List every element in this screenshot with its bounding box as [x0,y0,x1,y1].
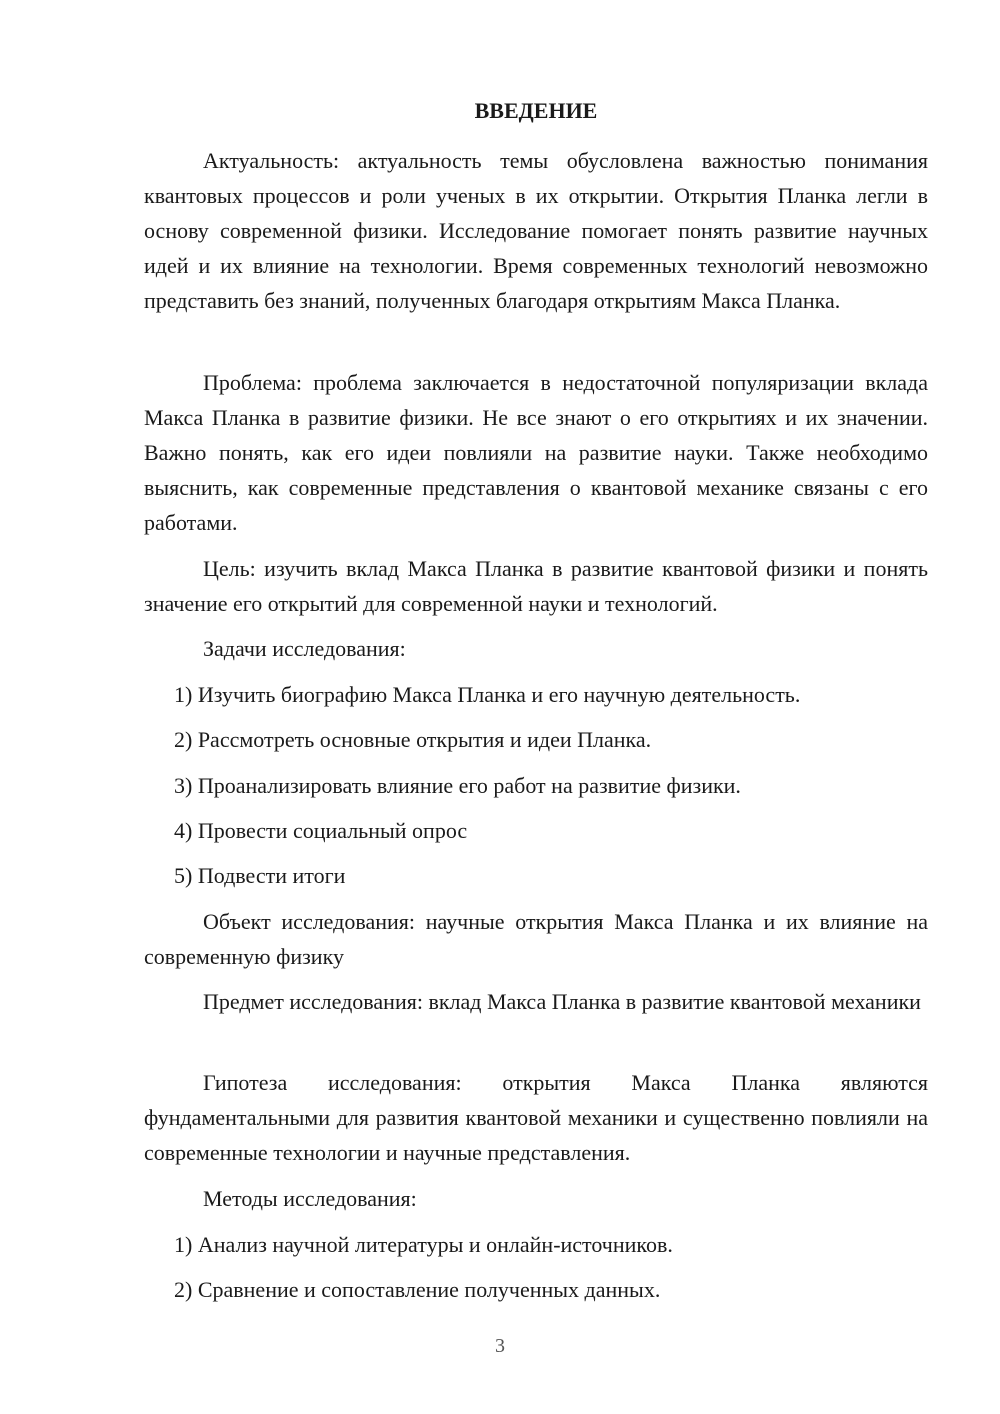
page-number: 3 [495,1335,505,1357]
object-paragraph: Объект исследования: научные открытия Макса Планка и их влияние на современную физику [144,909,928,969]
task-item: 1) Изучить биографию Макса Планка и его научную деятельность. [174,682,801,707]
method-item: 2) Сравнение и сопоставление полученных данных. [174,1277,661,1302]
relevance-paragraph: Актуальность: актуальность темы обусловлена важностью понимания квантовых процессов и роли ученых в их открытии. Открытия Планка легли в основу современной физики. Исследование помогает понять развитие научных идей и их влияние на технологии. Время современных технологий невозможно представить без знаний, полученных благодаря открытиям Макса Планка. [144,148,928,313]
subject-paragraph: Предмет исследования: вклад Макса Планка в развитие квантовой механики [203,989,921,1014]
goal-paragraph: Цель: изучить вклад Макса Планка в развитие квантовой физики и понять значение его открытий для современной науки и технологий. [144,556,928,616]
tasks-heading: Задачи исследования: [203,636,406,661]
methods-heading: Методы исследования: [203,1186,417,1211]
task-item: 3) Проанализировать влияние его работ на развитие физики. [174,773,741,798]
section-title: ВВЕДЕНИЕ [474,98,598,123]
method-item: 1) Анализ научной литературы и онлайн-источников. [174,1232,673,1257]
task-item: 5) Подвести итоги [174,863,346,888]
hypothesis-paragraph: Гипотеза исследования: открытия Макса Планка являются фундаментальными для развития квантовой механики и существенно повлияли на современные технологии и научные представления. [144,1070,928,1165]
problem-paragraph: Проблема: проблема заключается в недостаточной популяризации вклада Макса Планка в развитие физики. Не все знают о его открытиях и их значении. Важно понять, как его идеи повлияли на развитие науки. Также необходимо выяснить, как современные представления о квантовой механике связаны с его работами. [144,370,928,535]
task-item: 4) Провести социальный опрос [174,818,468,843]
task-item: 2) Рассмотреть основные открытия и идеи Планка. [174,727,652,752]
